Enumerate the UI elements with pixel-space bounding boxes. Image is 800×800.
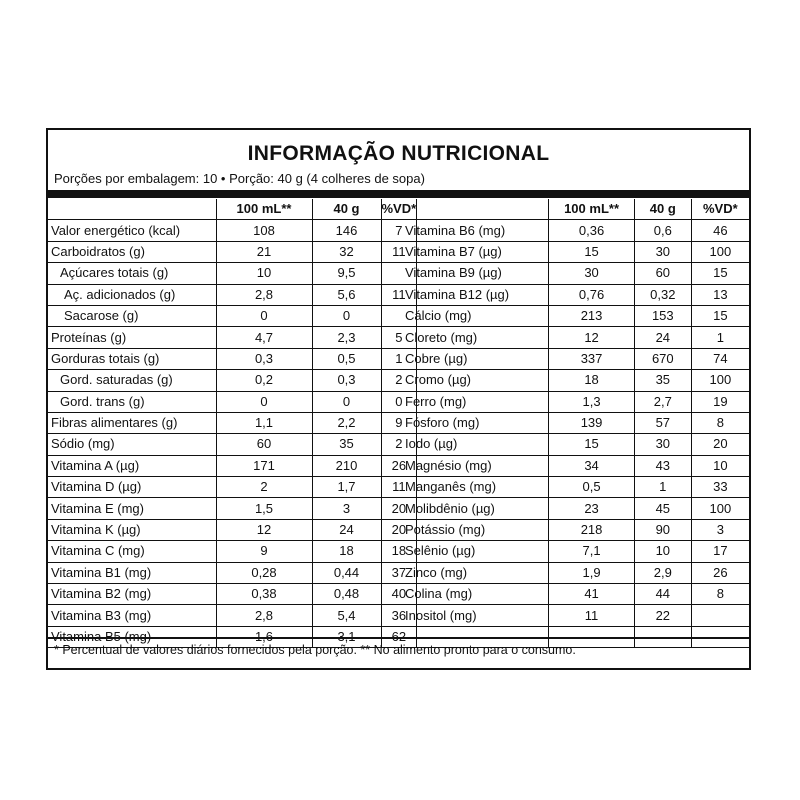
value-per-40g: 30 [634,241,691,262]
table-row [48,305,417,326]
value-per-100ml: 2 [216,477,312,498]
table-row [402,327,749,348]
value-vd: 26 [691,562,749,583]
table-row [402,391,749,412]
value-vd: 19 [691,391,749,412]
value-per-100ml: 213 [549,305,635,326]
nutrient-name: Vitamina B12 (µg) [402,284,549,305]
header-per-100ml: 100 mL** [216,199,312,220]
nutrient-name: Carboidratos (g) [48,241,216,262]
nutrient-name: Molibdênio (µg) [402,498,549,519]
header-nutrient [402,199,549,220]
nutrient-name: Gord. trans (g) [48,391,216,412]
value-per-100ml: 12 [216,519,312,540]
value-per-40g: 0 [312,305,381,326]
value-per-40g: 2,2 [312,412,381,433]
value-per-100ml: 4,7 [216,327,312,348]
value-per-40g: 10 [634,541,691,562]
nutrient-name: Cálcio (mg) [402,305,549,326]
value-vd: 1 [691,327,749,348]
value-per-40g: 1 [634,477,691,498]
value-per-40g: 44 [634,584,691,605]
value-vd [691,605,749,626]
table-row [48,498,417,519]
value-per-40g: 5,4 [312,605,381,626]
table-row [402,477,749,498]
value-vd: 15 [691,263,749,284]
value-per-40g: 153 [634,305,691,326]
value-vd: 17 [691,541,749,562]
value-vd: 100 [691,370,749,391]
value-per-100ml: 23 [549,498,635,519]
value-vd: 40 [381,584,417,605]
nutrient-name: Zinco (mg) [402,562,549,583]
nutrient-name: Selênio (µg) [402,541,549,562]
value-vd: 8 [691,412,749,433]
value-per-100ml: 139 [549,412,635,433]
value-vd: 20 [381,498,417,519]
value-vd: 20 [691,434,749,455]
table-row [48,220,417,241]
value-per-100ml: 10 [216,263,312,284]
value-per-40g: 24 [634,327,691,348]
header-per-40g: 40 g [312,199,381,220]
value-per-40g: 35 [634,370,691,391]
value-per-100ml: 0,36 [549,220,635,241]
nutrient-name: Iodo (µg) [402,434,549,455]
value-per-100ml: 11 [549,605,635,626]
value-per-40g: 0,6 [634,220,691,241]
nutrient-table-right [402,199,749,648]
header-per-100ml: 100 mL** [549,199,635,220]
value-per-100ml: 2,8 [216,605,312,626]
value-vd: 100 [691,241,749,262]
table-row [48,477,417,498]
nutrient-name: Sódio (mg) [48,434,216,455]
value-per-100ml: 0,2 [216,370,312,391]
table-row [48,391,417,412]
table-header-row [402,199,749,220]
nutrient-name: Açúcares totais (g) [48,263,216,284]
table-row [48,519,417,540]
nutrient-name: Vitamina B1 (mg) [48,562,216,583]
value-vd: 13 [691,284,749,305]
value-per-100ml: 0 [216,391,312,412]
value-per-100ml: 1,3 [549,391,635,412]
value-vd: 3 [691,519,749,540]
thick-divider [48,190,749,198]
nutrient-name: Vitamina B3 (mg) [48,605,216,626]
nutrient-name: Colina (mg) [402,584,549,605]
table-header-row [48,199,417,220]
nutrient-name: Potássio (mg) [402,519,549,540]
value-per-100ml: 34 [549,455,635,476]
header-vd: %VD* [381,199,417,220]
value-per-100ml: 15 [549,241,635,262]
nutrient-name: Vitamina B2 (mg) [48,584,216,605]
value-per-40g: 24 [312,519,381,540]
value-per-100ml: 171 [216,455,312,476]
nutrient-name: Fósforo (mg) [402,412,549,433]
nutrient-name: Sacarose (g) [48,305,216,326]
nutrient-name: Gorduras totais (g) [48,348,216,369]
table-row [48,541,417,562]
value-per-40g: 57 [634,412,691,433]
table-row [402,263,749,284]
value-vd: 46 [691,220,749,241]
table-row [48,241,417,262]
value-per-40g: 35 [312,434,381,455]
value-vd: 2 [381,370,417,391]
table-row [48,263,417,284]
table-row [402,455,749,476]
value-vd: 7 [381,220,417,241]
value-per-100ml: 60 [216,434,312,455]
value-per-40g: 0,5 [312,348,381,369]
value-vd: 18 [381,541,417,562]
nutrient-name: Manganês (mg) [402,477,549,498]
nutrition-label [46,128,751,670]
nutrient-name: Vitamina B7 (µg) [402,241,549,262]
table-row [48,284,417,305]
nutrient-name: Vitamina B9 (µg) [402,263,549,284]
nutrient-name: Vitamina B5 (mg) [48,626,216,647]
value-per-100ml: 21 [216,241,312,262]
footnote-divider [48,637,749,639]
value-vd: 10 [691,455,749,476]
value-per-40g: 0,32 [634,284,691,305]
nutrient-name: Inositol (mg) [402,605,549,626]
table-row [402,434,749,455]
table-row [48,370,417,391]
value-per-40g: 3 [312,498,381,519]
value-per-40g: 0,48 [312,584,381,605]
table-row [48,605,417,626]
value-per-100ml: 2,8 [216,284,312,305]
nutrient-name: Vitamina C (mg) [48,541,216,562]
value-vd: 11 [381,284,417,305]
nutrient-name: Vitamina A (µg) [48,455,216,476]
nutrient-name: Valor energético (kcal) [48,220,216,241]
nutrient-name: Cromo (µg) [402,370,549,391]
nutrient-name: Gord. saturadas (g) [48,370,216,391]
table-row [402,284,749,305]
value-vd: 62 [381,626,417,647]
nutrient-name: Vitamina B6 (mg) [402,220,549,241]
value-per-40g: 30 [634,434,691,455]
table-row [402,498,749,519]
value-vd: 9 [381,412,417,433]
value-vd: 26 [381,455,417,476]
value-vd: 20 [381,519,417,540]
value-per-100ml: 9 [216,541,312,562]
header-vd: %VD* [691,199,749,220]
servings-info: Porções por embalagem: 10 • Porção: 40 g (4 colheres de sopa) [54,171,425,186]
value-per-40g: 1,7 [312,477,381,498]
value-vd: 33 [691,477,749,498]
value-vd: 11 [381,477,417,498]
table-row [402,241,749,262]
table-row [402,220,749,241]
value-vd: 15 [691,305,749,326]
value-vd: 1 [381,348,417,369]
value-per-40g: 32 [312,241,381,262]
table-row [48,434,417,455]
value-vd: 37 [381,562,417,583]
label-title: INFORMAÇÃO NUTRICIONAL [247,142,550,165]
value-per-40g: 2,3 [312,327,381,348]
table-row [48,584,417,605]
value-per-100ml: 0,3 [216,348,312,369]
value-vd: 8 [691,584,749,605]
value-per-40g: 670 [634,348,691,369]
table-row [402,305,749,326]
value-per-40g: 2,9 [634,562,691,583]
value-per-100ml: 0,5 [549,477,635,498]
value-per-100ml: 7,1 [549,541,635,562]
value-per-100ml: 108 [216,220,312,241]
table-row [48,562,417,583]
value-per-100ml: 18 [549,370,635,391]
table-row [402,562,749,583]
header-nutrient [48,199,216,220]
value-per-100ml: 30 [549,263,635,284]
table-row [402,541,749,562]
table-row [402,605,749,626]
value-per-100ml: 1,1 [216,412,312,433]
nutrient-name: Aç. adicionados (g) [48,284,216,305]
value-per-100ml: 15 [549,434,635,455]
value-per-40g: 90 [634,519,691,540]
table-row [402,519,749,540]
table-row [48,327,417,348]
value-per-100ml: 0,38 [216,584,312,605]
value-per-40g: 43 [634,455,691,476]
value-per-100ml: 41 [549,584,635,605]
value-per-40g: 0 [312,391,381,412]
value-per-40g: 9,5 [312,263,381,284]
table-row [48,348,417,369]
value-per-100ml: 0 [216,305,312,326]
value-per-100ml: 1,6 [216,626,312,647]
nutrient-name: Vitamina D (µg) [48,477,216,498]
nutrient-table-left [48,199,417,648]
table-row [402,412,749,433]
value-per-40g: 2,7 [634,391,691,412]
value-per-40g: 3,1 [312,626,381,647]
value-per-100ml: 218 [549,519,635,540]
value-per-40g: 45 [634,498,691,519]
value-vd: 36 [381,605,417,626]
value-vd: 0 [381,391,417,412]
value-per-40g: 146 [312,220,381,241]
value-vd: 74 [691,348,749,369]
value-per-40g: 22 [634,605,691,626]
table-row [48,412,417,433]
value-per-40g: 18 [312,541,381,562]
value-per-40g: 0,3 [312,370,381,391]
nutrient-name: Proteínas (g) [48,327,216,348]
header-per-40g: 40 g [634,199,691,220]
value-per-100ml: 1,5 [216,498,312,519]
table-row [402,370,749,391]
nutrient-name: Vitamina K (µg) [48,519,216,540]
nutrient-name: Cobre (µg) [402,348,549,369]
nutrient-name: Vitamina E (mg) [48,498,216,519]
nutrient-name: Ferro (mg) [402,391,549,412]
value-per-40g: 5,6 [312,284,381,305]
value-per-100ml: 1,9 [549,562,635,583]
value-per-100ml: 0,28 [216,562,312,583]
value-per-100ml: 337 [549,348,635,369]
value-vd: 5 [381,327,417,348]
footnote: * Percentual de valores diários fornecidos pela porção. ** No alimento pronto para o consumo. [54,643,576,657]
value-vd: 2 [381,434,417,455]
nutrient-name: Magnésio (mg) [402,455,549,476]
value-per-40g: 210 [312,455,381,476]
nutrient-name: Cloreto (mg) [402,327,549,348]
table-row [48,455,417,476]
value-per-100ml: 12 [549,327,635,348]
value-vd: 11 [381,241,417,262]
table-row [402,584,749,605]
value-per-100ml: 0,76 [549,284,635,305]
value-per-40g: 0,44 [312,562,381,583]
value-vd: 100 [691,498,749,519]
nutrient-name: Fibras alimentares (g) [48,412,216,433]
table-row [402,348,749,369]
value-per-40g: 60 [634,263,691,284]
